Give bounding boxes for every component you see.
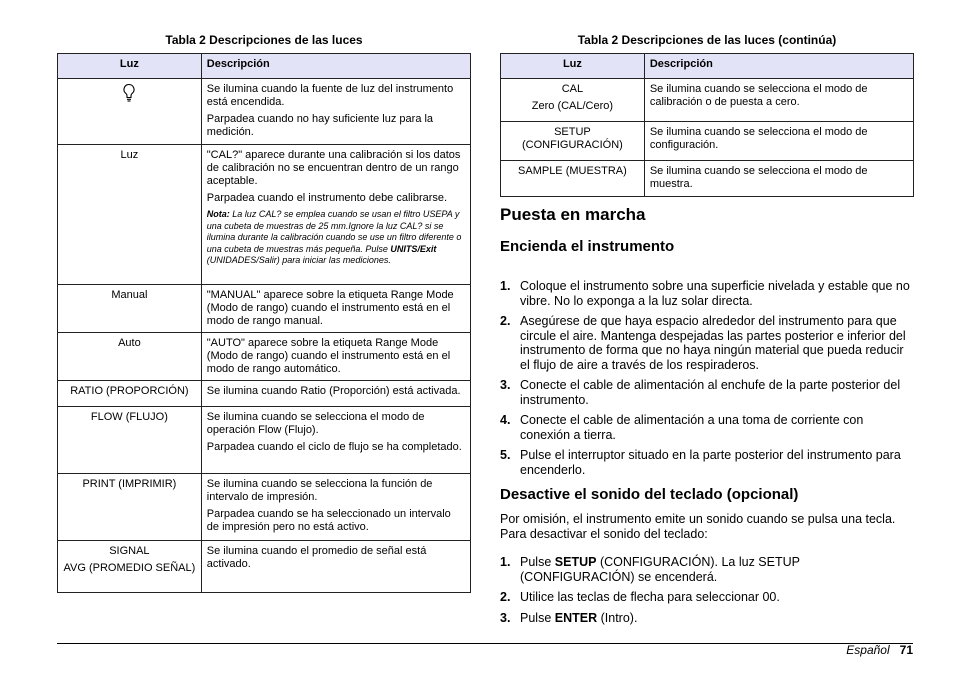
key-setup: SETUP <box>554 555 597 569</box>
cell-luz <box>58 407 202 474</box>
step-text: Pulse el interruptor situado en la parte posterior del instrumento para encenderlo. <box>520 448 901 477</box>
note-label: Nota: <box>206 209 230 219</box>
description-text: Parpadea cuando no hay suficiente luz para la medición. <box>206 113 434 138</box>
list-item: 2. Utilice las teclas de flecha para seleccionar 00. <box>500 590 780 604</box>
step-text: Conecte el cable de alimentación a una toma de corriente con conexión a tierra. <box>520 413 864 442</box>
step-text: Conecte el cable de alimentación al enchufe de la parte posterior del instrumento. <box>520 378 901 407</box>
cell-luz <box>501 122 645 161</box>
cell-luz <box>58 285 202 333</box>
luz-label: SAMPLE (MUESTRA) <box>518 165 627 177</box>
cell-descripcion <box>201 145 470 285</box>
col-header-descripcion: Descripción <box>201 54 470 79</box>
table-row <box>58 333 471 381</box>
step-text: Asegúrese de que haya espacio alrededor del instrumento para que circule el aire. Mantenga despejadas las partes posterior e inferior del instrumento de forma que no haya ningún material que pueda reducir el flujo de aire a través de los respiraderos. <box>520 314 906 372</box>
luz-label: Zero (CAL/Cero) <box>531 100 614 112</box>
page-number: 71 <box>899 643 913 657</box>
cell-descripcion <box>201 541 470 593</box>
step-number: 1. <box>500 279 511 293</box>
description-text: Se ilumina cuando se selecciona el modo de operación Flow (Flujo). <box>206 411 425 436</box>
description-text: "CAL?" aparece durante una calibración si los datos de calibración no se encuentran dentro de un rango aceptable. <box>206 149 461 187</box>
cell-descripcion <box>644 79 913 122</box>
table-row <box>58 79 471 145</box>
cell-luz <box>501 161 645 197</box>
description-text: Se ilumina cuando la fuente de luz del instrumento está encendida. <box>206 83 454 108</box>
right-lights-table <box>500 53 914 197</box>
table-row <box>58 285 471 333</box>
list-item <box>500 448 914 477</box>
luz-label: SIGNAL <box>109 545 150 557</box>
cell-descripcion <box>201 333 470 381</box>
description-text: Se ilumina cuando se selecciona el modo de configuración. <box>649 126 868 151</box>
luz-label: PRINT (IMPRIMIR) <box>82 478 177 490</box>
col-header-luz: Luz <box>58 54 202 79</box>
description-text: Parpadea cuando el instrumento debe calibrarse. <box>206 192 448 204</box>
list-item <box>500 279 914 308</box>
description-text: "MANUAL" aparece sobre la etiqueta Range Mode (Modo de rango) cuando el instrumento está en el modo de rango manual. <box>206 289 454 327</box>
cell-descripcion <box>201 381 470 407</box>
list-item <box>500 413 914 442</box>
list-item <box>500 314 914 372</box>
list-item: 3. Pulse ENTER (Intro). <box>500 610 638 625</box>
cell-luz <box>58 145 202 285</box>
cell-luz <box>58 541 202 593</box>
table-row <box>58 541 471 593</box>
col-header-luz: Luz <box>501 54 645 79</box>
cell-luz <box>58 381 202 407</box>
description-text: Se ilumina cuando se selecciona el modo de muestra. <box>649 165 868 190</box>
page-footer <box>846 643 913 657</box>
luz-label: SETUP (CONFIGURACIÓN) <box>522 126 623 151</box>
table-row <box>501 79 914 122</box>
note-text: La luz CAL? se emplea cuando se usan el filtro USEPA y una cubeta de muestras de 25 mm.Ignore la luz CAL? si se ilumina durante la calibración cuando se use un filtro diferente o una cubeta de muestras más pequeña. Pulse <box>206 209 462 254</box>
step-number: 3. <box>500 378 511 392</box>
footer-rule <box>57 643 913 644</box>
step-text: Coloque el instrumento sobre una superficie nivelada y estable que no vibre. No lo exponga a la luz solar directa. <box>520 279 910 308</box>
description-text: Se ilumina cuando se selecciona el modo de calibración o de puesta a cero. <box>649 83 868 108</box>
left-table-caption: Tabla 2 Descripciones de las luces <box>165 33 363 47</box>
left-lights-table <box>57 53 471 593</box>
step-number: 4. <box>500 413 511 427</box>
table-row <box>501 161 914 197</box>
table-row <box>58 407 471 474</box>
luz-label: Auto <box>118 337 141 349</box>
table-row <box>58 145 471 285</box>
description-text: Se ilumina cuando se selecciona la función de intervalo de impresión. <box>206 478 433 503</box>
table-row <box>58 381 471 407</box>
subsection-title-encienda: Encienda el instrumento <box>500 238 675 255</box>
note-text: (UNIDADES/Salir) para iniciar las mediciones. <box>206 255 391 265</box>
lightbulb-icon <box>63 83 196 107</box>
luz-label: AVG (PROMEDIO SEÑAL) <box>63 562 196 574</box>
luz-label: CAL <box>561 83 584 95</box>
power-on-steps <box>500 279 914 483</box>
footer-language: Español <box>846 643 890 657</box>
cell-descripcion <box>201 79 470 145</box>
right-table-caption: Tabla 2 Descripciones de las luces (continúa) <box>577 33 837 47</box>
cell-descripcion <box>644 122 913 161</box>
keyboard-sound-intro: Por omisión, el instrumento emite un sonido cuando se pulsa una tecla. Para desactivar el sonido del teclado: <box>500 512 896 541</box>
luz-label: RATIO (PROPORCIÓN) <box>70 385 189 397</box>
description-text: Se ilumina cuando Ratio (Proporción) está activada. <box>206 385 461 397</box>
cell-luz <box>58 474 202 541</box>
list-item: 1. Pulse SETUP (CONFIGURACIÓN). La luz SETUP (CONFIGURACIÓN) se encenderá. <box>500 555 800 584</box>
step-number: 2. <box>500 314 511 328</box>
cell-descripcion <box>201 285 470 333</box>
subsection-title-sonido: Desactive el sonido del teclado (opcional) <box>500 486 799 503</box>
table-row <box>501 122 914 161</box>
step-number: 5. <box>500 448 511 462</box>
list-item <box>500 378 914 407</box>
cell-luz <box>501 79 645 122</box>
cell-luz <box>58 333 202 381</box>
cell-descripcion <box>644 161 913 197</box>
note <box>207 209 465 267</box>
note-key: UNITS/Exit <box>390 243 437 254</box>
description-text: Se ilumina cuando el promedio de señal está activado. <box>206 545 427 570</box>
luz-label: Luz <box>120 149 139 161</box>
description-text: "AUTO" aparece sobre la etiqueta Range Mode (Modo de rango) cuando el instrumento está en el modo de rango automático. <box>206 337 451 375</box>
key-enter: ENTER <box>554 610 598 625</box>
cell-descripcion <box>201 474 470 541</box>
luz-label: FLOW (FLUJO) <box>90 411 168 423</box>
keyboard-sound-steps <box>500 555 914 631</box>
cell-luz <box>58 79 202 145</box>
table-row <box>58 474 471 541</box>
luz-label: Manual <box>111 289 148 301</box>
description-text: Parpadea cuando el ciclo de flujo se ha completado. <box>206 441 462 453</box>
section-title: Puesta en marcha <box>500 205 646 224</box>
col-header-descripcion: Descripción <box>644 54 913 79</box>
cell-descripcion <box>201 407 470 474</box>
description-text: Parpadea cuando se ha seleccionado un intervalo de impresión pero no está activo. <box>206 508 451 533</box>
